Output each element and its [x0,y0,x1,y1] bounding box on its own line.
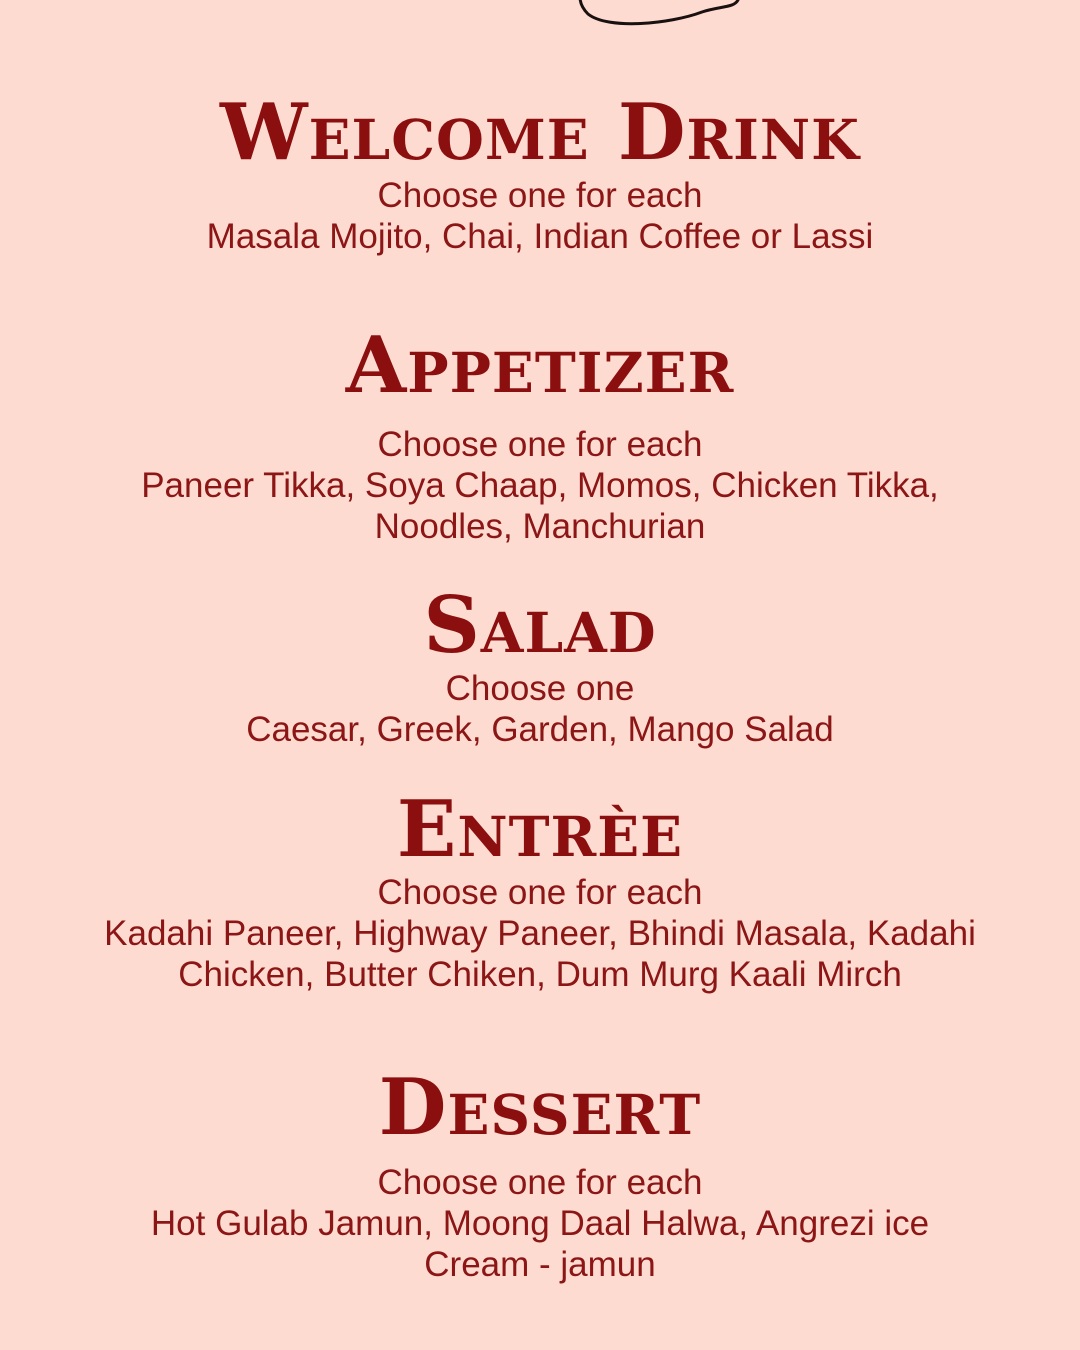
section-subtitle: Choose one for each [377,176,703,215]
section-items: Kadahi Paneer, Highway Paneer, Bhindi Masala, Kadahi Chicken, Butter Chiken, Dum Murg Kaali Mirch [104,914,976,994]
section-subtitle: Choose one [445,669,635,708]
section-welcome-drink [0,87,1080,257]
section-heading: Entrèe [396,784,684,875]
section-heading: Appetizer [345,320,735,411]
section-items: Caesar, Greek, Garden, Mango Salad [246,710,834,749]
section-dessert [0,1062,1080,1285]
section-heading: Dessert [378,1062,702,1153]
section-salad [0,580,1080,750]
section-heading: Salad [423,580,657,671]
section-items: Hot Gulab Jamun, Moong Daal Halwa, Angrezi ice Cream - jamun [150,1204,930,1284]
section-items: Paneer Tikka, Soya Chaap, Momos, Chicken Tikka, Noodles, Manchurian [141,466,939,546]
section-subtitle: Choose one for each [377,1163,703,1202]
section-items: Masala Mojito, Chai, Indian Coffee or Lassi [206,217,874,256]
section-heading: Welcome Drink [220,87,860,178]
section-entree [0,784,1080,995]
section-appetizer [0,320,1080,547]
section-subtitle: Choose one for each [377,873,703,912]
flourish-icon [570,0,750,32]
section-subtitle: Choose one for each [377,425,703,464]
